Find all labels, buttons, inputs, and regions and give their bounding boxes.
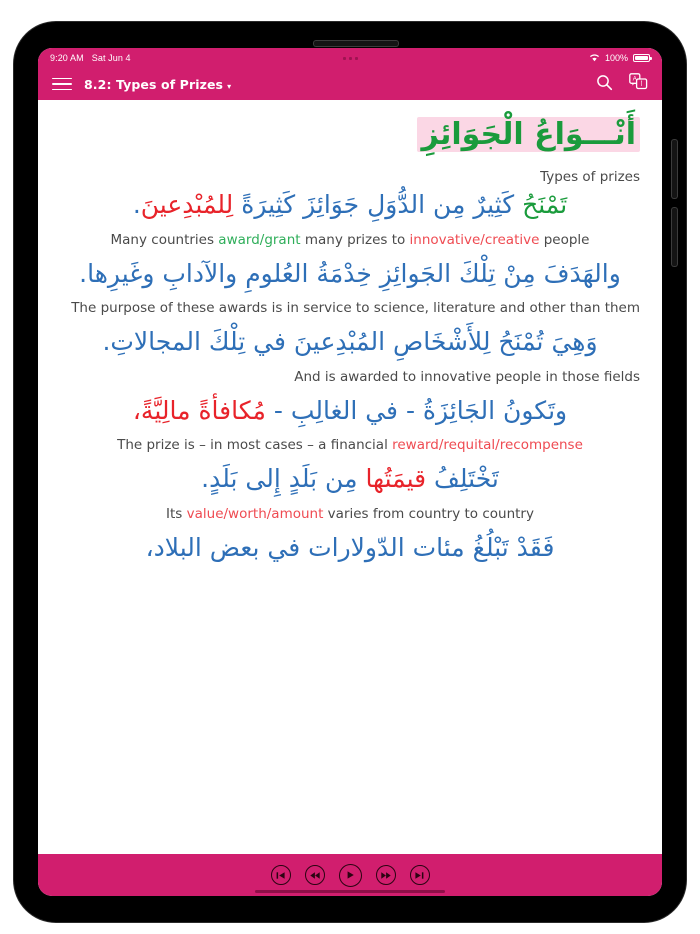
arabic-sentence[interactable] <box>60 530 640 566</box>
power-button[interactable] <box>314 41 398 46</box>
tablet-device-frame <box>14 22 686 922</box>
hamburger-menu-icon[interactable] <box>52 78 72 91</box>
status-bar-right <box>589 53 650 64</box>
sentence-block <box>60 187 640 250</box>
volume-down-button[interactable] <box>672 208 677 266</box>
arabic-segment: كَثِيرٌ مِن الدُّوَلِ جَوَائِزَ كَثِيرَةً <box>233 190 523 220</box>
english-segment: And is awarded to innovative people in those fields <box>294 368 640 385</box>
status-bar-left <box>50 53 131 63</box>
translate-icon[interactable] <box>629 73 648 95</box>
english-segment: innovative/creative <box>409 231 540 248</box>
english-heading: Types of prizes <box>540 169 640 185</box>
arabic-sentence[interactable] <box>60 324 640 360</box>
english-segment: award/grant <box>218 231 301 248</box>
lesson-title-dropdown[interactable] <box>84 77 231 92</box>
toolbar-actions <box>596 73 648 95</box>
svg-text:A: A <box>632 76 637 83</box>
arabic-segment: وتَكونُ الجَائِزَةُ - في الغالِبِ - <box>265 395 568 425</box>
arabic-heading-text: أَنْـــوَاعُ الْجَوَائِزِ <box>417 117 640 152</box>
arabic-heading <box>60 108 640 157</box>
sentence-block <box>60 530 640 566</box>
english-segment: value/worth/amount <box>186 505 324 522</box>
svg-text:أ: أ <box>640 81 643 88</box>
skip-to-start-button[interactable] <box>271 865 291 885</box>
english-translation <box>60 367 640 387</box>
lesson-title-label: 8.2: Types of Prizes <box>84 76 224 92</box>
audio-player-bar <box>38 854 662 896</box>
english-segment: Many countries <box>110 231 219 248</box>
tablet-screen <box>38 48 662 896</box>
english-segment: people <box>539 231 590 248</box>
play-button[interactable] <box>339 864 362 887</box>
multitasking-indicator <box>38 48 662 68</box>
english-segment: The prize is – in most cases – a financial <box>117 437 393 453</box>
home-indicator <box>255 890 445 893</box>
english-segment: Its <box>166 505 187 522</box>
arabic-sentence[interactable] <box>60 256 640 292</box>
english-segment: The purpose of these awards is in service to science, literature and other than them <box>71 300 640 316</box>
sentence-blocks <box>60 187 640 566</box>
english-translation <box>60 435 640 455</box>
arabic-segment: وَهِيَ تُمْنَحُ لِلأَشْخَاصِ المُبْدِعينَ في تِلْكَ المجالاتِ. <box>102 327 598 357</box>
arabic-sentence[interactable] <box>60 187 640 223</box>
arabic-sentence[interactable] <box>60 461 640 497</box>
arabic-segment: فَقَدْ تَبْلُغُ مئات الدّولارات في بعض البلاد، <box>145 532 555 562</box>
arabic-segment: . <box>132 190 141 220</box>
status-bar <box>38 48 662 68</box>
battery-icon <box>633 54 650 62</box>
arabic-sentence[interactable] <box>60 393 640 429</box>
arabic-segment: لِلمُبْدِعينَ <box>140 190 234 220</box>
volume-up-button[interactable] <box>672 140 677 198</box>
arabic-segment: تَمْنَحُ <box>522 190 568 220</box>
fast-forward-button[interactable] <box>376 865 396 885</box>
battery-percent-label: 100% <box>604 53 628 63</box>
sentence-block <box>60 256 640 319</box>
lesson-content <box>38 100 662 854</box>
status-date: Sat Jun 4 <box>91 53 131 63</box>
wifi-icon <box>589 53 600 64</box>
english-translation <box>60 504 640 524</box>
arabic-segment: تَخْتَلِفُ <box>426 464 499 494</box>
arabic-segment: مُكافأةً مالِيَّةً، <box>132 395 266 425</box>
sentence-block <box>60 324 640 387</box>
sentence-block <box>60 461 640 524</box>
english-translation <box>60 230 640 250</box>
sentence-block <box>60 393 640 456</box>
status-time: 9:20 AM <box>50 53 84 63</box>
arabic-segment: مِن بَلَدٍ إِلى بَلَدٍ. <box>201 464 366 494</box>
english-segment: many prizes to <box>300 231 410 248</box>
english-segment: varies from country to country <box>323 505 534 522</box>
skip-to-end-button[interactable] <box>410 865 430 885</box>
arabic-segment: والهَدَفَ مِنْ تِلْكَ الجَوائِزِ خِدْمَةُ العُلومِ والآدابِ وغَيرِها. <box>79 258 621 288</box>
search-icon[interactable] <box>596 74 613 95</box>
english-segment: reward/requital/recompense <box>392 437 583 453</box>
rewind-button[interactable] <box>305 865 325 885</box>
app-toolbar <box>38 68 662 100</box>
english-translation <box>60 298 640 318</box>
chevron-down-icon: ▾ <box>227 81 232 91</box>
arabic-segment: قيمَتُها <box>365 464 427 494</box>
